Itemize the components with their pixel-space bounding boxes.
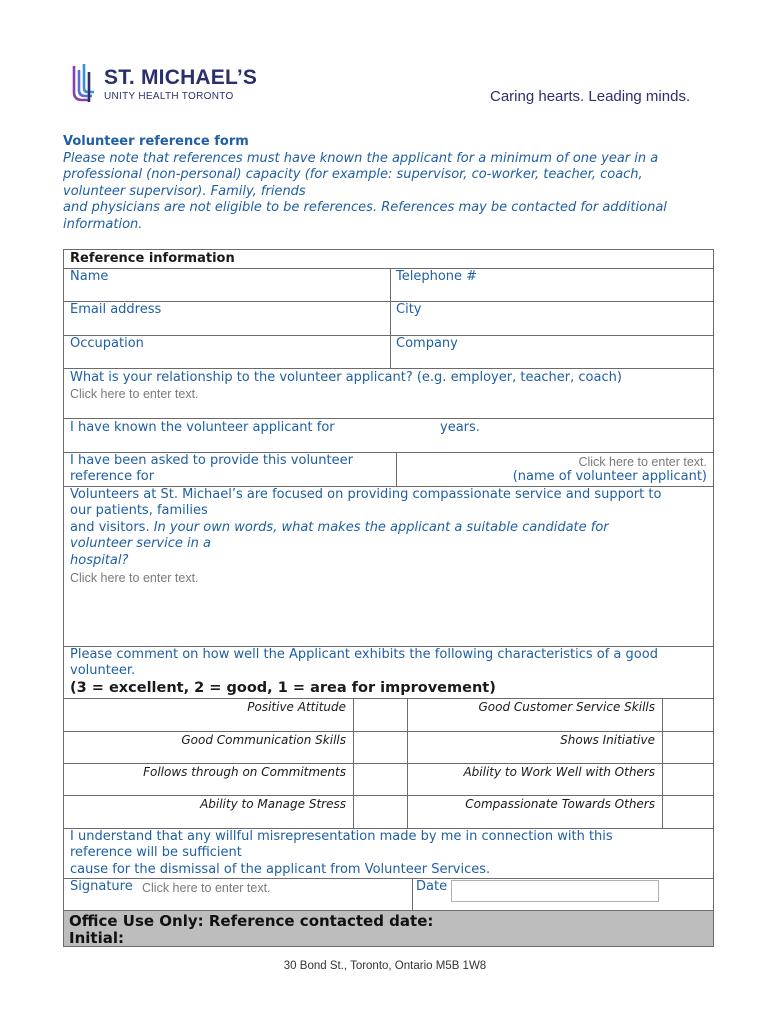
company-field[interactable] xyxy=(391,336,713,368)
intro-line: information. xyxy=(63,216,143,232)
name-label: Name xyxy=(70,269,109,284)
name-field[interactable] xyxy=(65,269,389,301)
occupation-field[interactable] xyxy=(65,336,389,368)
years-label: years. xyxy=(440,420,480,435)
rating-label: Shows Initiative xyxy=(560,733,655,747)
telephone-label: Telephone # xyxy=(396,269,478,284)
declaration-text: cause for the dismissal of the applicant from Volunteer Services. xyxy=(70,862,491,877)
org-name: ST. MICHAEL’S xyxy=(104,66,258,89)
org-subtitle: UNITY HEALTH TORONTO xyxy=(104,91,234,102)
signature-input[interactable]: Click here to enter text. xyxy=(142,881,271,895)
applicant-name-caption: (name of volunteer applicant) xyxy=(512,469,707,484)
relationship-input[interactable]: Click here to enter text. xyxy=(70,387,199,401)
telephone-field[interactable] xyxy=(391,269,713,301)
signature-label: Signature xyxy=(70,879,133,894)
rating-label: Ability to Manage Stress xyxy=(200,797,346,811)
rating-input[interactable] xyxy=(354,699,407,731)
city-label: City xyxy=(396,302,422,317)
focus-question: volunteer service in a xyxy=(70,536,211,551)
asked-label-cont: reference for xyxy=(70,469,155,484)
intro-line: Please note that references must have known the applicant for a minimum of one year in a xyxy=(63,150,659,166)
intro-line: and physicians are not eligible to be references. References may be contacted for additional xyxy=(63,200,667,216)
city-field[interactable] xyxy=(391,302,713,335)
logo-icon xyxy=(70,62,98,104)
known-duration-label: I have known the volunteer applicant for xyxy=(70,420,335,435)
rating-input[interactable] xyxy=(354,796,407,828)
relationship-label: What is your relationship to the volunteer applicant? (e.g. employer, teacher, coach) xyxy=(70,370,622,385)
comment-instructions: volunteer. xyxy=(70,663,136,678)
asked-label: I have been asked to provide this volunteer xyxy=(70,453,353,468)
rating-input[interactable] xyxy=(663,699,713,731)
rating-input[interactable] xyxy=(663,796,713,828)
rating-input[interactable] xyxy=(663,732,713,763)
reference-form xyxy=(63,249,714,947)
rating-input[interactable] xyxy=(354,764,407,795)
focus-question: our patients, families xyxy=(70,503,208,518)
office-use-title: Office Use Only: Reference contacted date: xyxy=(69,912,434,930)
rating-input[interactable] xyxy=(663,764,713,795)
email-label: Email address xyxy=(70,302,162,317)
office-use-section xyxy=(63,910,714,947)
footer-address: 30 Bond St., Toronto, Ontario M5B 1W8 xyxy=(283,960,487,972)
years-input[interactable] xyxy=(364,419,434,451)
occupation-label: Occupation xyxy=(70,336,144,351)
rating-label: Compassionate Towards Others xyxy=(465,797,655,811)
focus-question: Volunteers at St. Michael’s are focused on providing compassionate service and support to xyxy=(70,487,662,502)
rating-input[interactable] xyxy=(354,732,407,763)
date-input[interactable] xyxy=(451,880,659,902)
focus-question: and visitors. In your own words, what makes the applicant a suitable candidate for xyxy=(70,520,609,535)
rating-label: Positive Attitude xyxy=(247,700,346,714)
office-use-initial: Initial: xyxy=(69,929,124,947)
rating-label: Ability to Work Well with Others xyxy=(463,765,655,779)
intro-line: professional (non-personal) capacity (for example: supervisor, co-worker, teacher, coach, xyxy=(63,167,643,183)
focus-question: hospital? xyxy=(70,553,129,568)
rating-scale: (3 = excellent, 2 = good, 1 = area for improvement) xyxy=(70,680,496,696)
intro-section xyxy=(63,134,713,234)
date-label: Date xyxy=(416,879,448,894)
tagline: Caring hearts. Leading minds. xyxy=(490,88,691,105)
applicant-name-input[interactable]: Click here to enter text. xyxy=(578,455,707,469)
rating-label: Good Communication Skills xyxy=(181,733,346,747)
intro-line: volunteer supervisor). Family, friends xyxy=(63,183,306,199)
comment-instructions: Please comment on how well the Applicant exhibits the following characteristics of a good xyxy=(70,647,658,662)
rating-label: Follows through on Commitments xyxy=(143,765,346,779)
declaration-text: reference will be sufficient xyxy=(70,845,242,860)
form-title: Volunteer reference form xyxy=(63,134,249,149)
focus-answer-input[interactable]: Click here to enter text. xyxy=(70,571,199,585)
email-field[interactable] xyxy=(65,302,389,335)
section-title: Reference information xyxy=(70,251,235,266)
company-label: Company xyxy=(396,336,458,351)
declaration-text: I understand that any willful misrepresentation made by me in connection with this xyxy=(70,829,613,844)
rating-label: Good Customer Service Skills xyxy=(478,700,655,714)
